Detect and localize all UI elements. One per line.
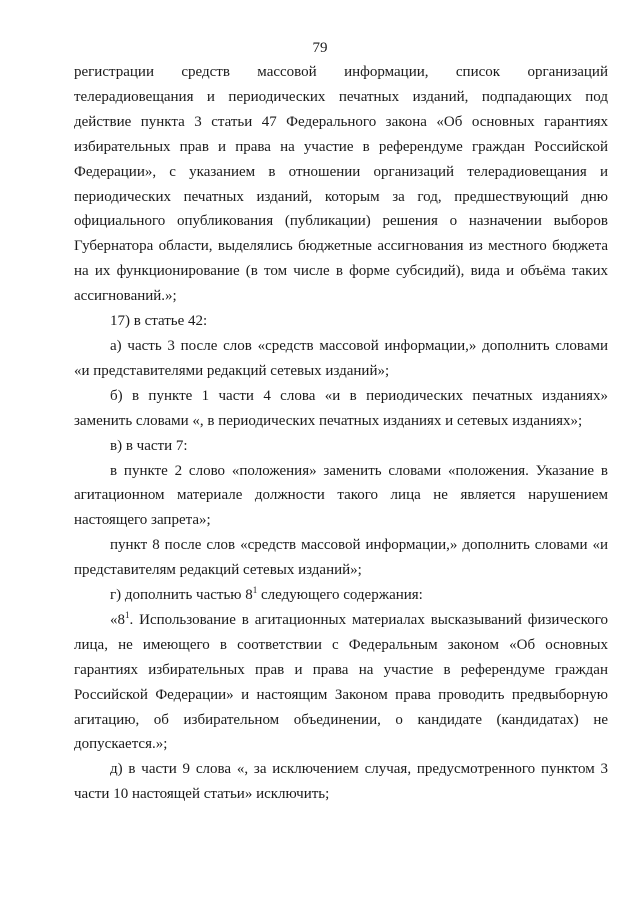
page-number: 79 [312, 40, 328, 56]
paragraph-subitem-b: б) в пункте 1 части 4 слова «и в периодических печатных изданиях» заменить словами «, в периодических печатных изданиях и сетевых изданиях»; [74, 387, 608, 429]
superscript-index: 1 [125, 609, 130, 620]
paragraph-part-8-1-text: . Использование в агитационных материалах высказываний физического лица, не имеющего в соответствии с Федеральным законом «Об основных гарантиях избирательных прав и права на участие в референдуме граждан Российской Федерации» и настоящим Законом права проводить предвыборную агитацию, об избирательном объединении, о кандидате (кандидатах) не допускается.»; [74, 611, 608, 753]
document-body [74, 60, 608, 807]
paragraph-part-8-1 [74, 608, 608, 757]
paragraph-subitem-a: а) часть 3 после слов «средств массовой информации,» дополнить словами «и представителями редакций сетевых изданий»; [74, 337, 608, 379]
paragraph-point-2: в пункте 2 слово «положения» заменить словами «положения. Указание в агитационном материале должности такого лица не является нарушением настоящего запрета»; [74, 462, 608, 529]
paragraph-subitem-d: д) в части 9 слова «, за исключением случая, предусмотренного пунктом 3 части 10 настоящей статьи» исключить; [74, 761, 608, 803]
paragraph-subitem-g-tail: следующего содержания: [257, 587, 423, 604]
paragraph-continuation: регистрации средств массовой информации, список организаций телерадиовещания и периодических печатных изданий, подпадающих под действие пункта 3 статьи 47 Федерального закона «Об основных гарантиях избирательных прав и права на участие в референдуме граждан Российской Федерации», с указанием в отношении организаций телерадиовещания и периодических печатных изданий, которым за год, предшествующий дню официального опубликования (публикации) решения о назначении выборов Губернатора области, выделялись бюджетные ассигнования из местного бюджета на их функционирование (в том числе в форме субсидий), вида и объёма таких ассигнований.»; [74, 64, 608, 305]
paragraph-subitem-v: в) в части 7: [110, 437, 188, 454]
superscript-index: 1 [252, 585, 258, 596]
paragraph-point-8: пункт 8 после слов «средств массовой информации,» дополнить словами «и представителям редакций сетевых изданий»; [74, 537, 608, 579]
paragraph-subitem-g [74, 583, 608, 608]
paragraph-part-8-1-open: «8 [110, 611, 125, 628]
paragraph-subitem-g-text: г) дополнить частью 8 [110, 587, 253, 604]
paragraph-item-17: 17) в статье 42: [110, 313, 208, 330]
